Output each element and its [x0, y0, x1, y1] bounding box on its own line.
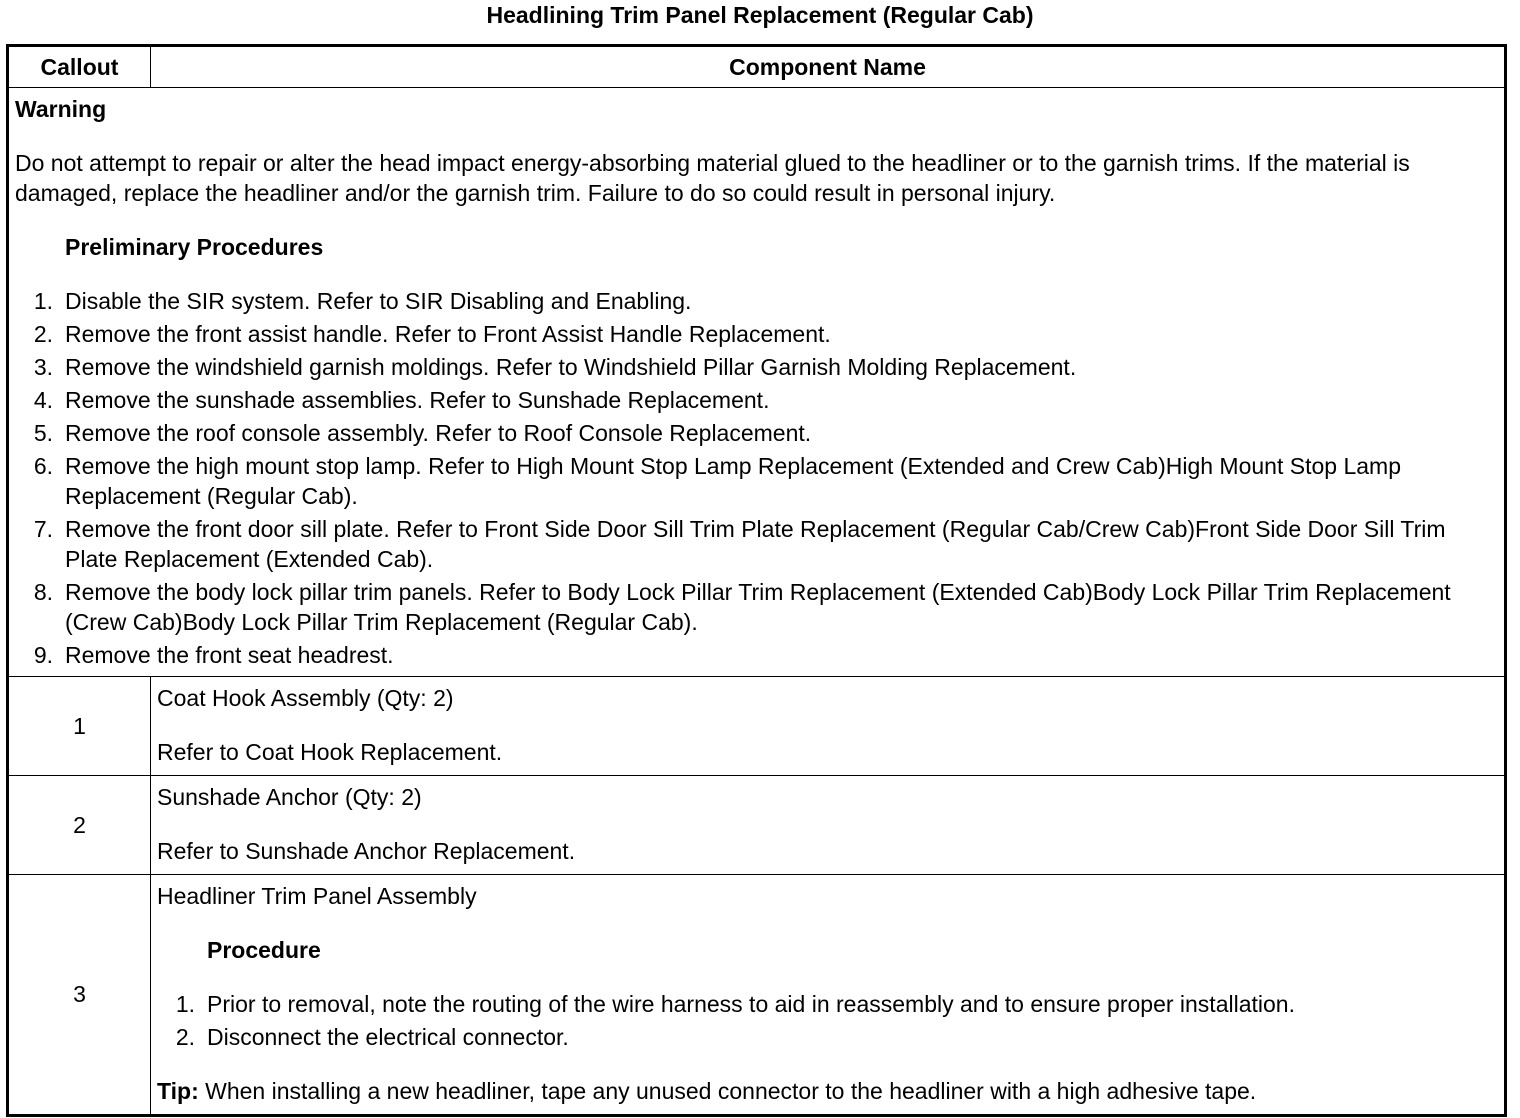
step-number: 2.	[33, 321, 53, 347]
step-number: 1.	[33, 288, 53, 314]
component-cell	[151, 875, 1506, 1116]
preliminary-steps	[15, 286, 1498, 670]
step-number: 4.	[33, 387, 53, 413]
warning-heading: Warning	[15, 96, 107, 122]
component-name: Sunshade Anchor (Qty: 2)	[157, 784, 422, 810]
list-item	[15, 385, 1498, 415]
step-number: 1.	[175, 991, 195, 1017]
step-number: 3.	[33, 354, 53, 380]
callout-number: 3	[8, 875, 151, 1116]
list-item	[15, 286, 1498, 316]
list-item	[15, 577, 1498, 637]
tip-label: Tip:	[157, 1078, 199, 1104]
step-text: Remove the windshield garnish moldings. Refer to Windshield Pillar Garnish Molding Replacement.	[65, 354, 1077, 380]
tip-text: When installing a new headliner, tape any unused connector to the headliner with a high adhesive tape.	[198, 1078, 1257, 1104]
component-cell	[151, 677, 1506, 776]
table-row	[8, 776, 1506, 875]
list-item	[15, 418, 1498, 448]
step-text: Remove the front door sill plate. Refer to Front Side Door Sill Trim Plate Replacement (Regular Cab/Crew Cab)Front Side Door Sill Trim Plate Replacement (Extended Cab).	[65, 516, 1446, 572]
component-name: Coat Hook Assembly (Qty: 2)	[157, 685, 454, 711]
step-text: Remove the body lock pillar trim panels. Refer to Body Lock Pillar Trim Replacement (Extended Cab)Body Lock Pillar Trim Replacement (Crew Cab)Body Lock Pillar Trim Replacement (Regular Cab).	[65, 579, 1451, 635]
component-table	[6, 44, 1507, 1117]
step-number: 5.	[33, 420, 53, 446]
list-item	[15, 352, 1498, 382]
component-cell	[151, 776, 1506, 875]
list-item	[15, 514, 1498, 574]
callout-number: 2	[8, 776, 151, 875]
list-item	[157, 1022, 1498, 1052]
preliminary-heading: Preliminary Procedures	[65, 234, 324, 260]
list-item	[15, 319, 1498, 349]
component-name-header: Component Name	[151, 46, 1506, 88]
step-number: 7.	[33, 516, 53, 542]
warning-cell	[8, 88, 1506, 677]
table-header-row	[8, 46, 1506, 88]
step-text: Prior to removal, note the routing of the wire harness to aid in reassembly and to ensure proper installation.	[207, 991, 1295, 1017]
step-text: Remove the sunshade assemblies. Refer to Sunshade Replacement.	[65, 387, 770, 413]
step-number: 8.	[33, 579, 53, 605]
step-text: Remove the front assist handle. Refer to Front Assist Handle Replacement.	[65, 321, 831, 347]
component-reference: Refer to Coat Hook Replacement.	[157, 739, 503, 765]
warning-text: Do not attempt to repair or alter the head impact energy-absorbing material glued to the headliner or to the garnish trims. If the material is damaged, replace the headliner and/or the garnish trim. Failure to do so could result in personal injury.	[15, 150, 1410, 206]
list-item	[15, 640, 1498, 670]
component-name: Headliner Trim Panel Assembly	[157, 883, 477, 909]
table-row	[8, 677, 1506, 776]
step-text: Disconnect the electrical connector.	[207, 1024, 569, 1050]
step-text: Remove the roof console assembly. Refer to Roof Console Replacement.	[65, 420, 812, 446]
callout-header: Callout	[8, 46, 151, 88]
step-text: Remove the front seat headrest.	[65, 642, 394, 668]
step-number: 6.	[33, 453, 53, 479]
callout-number: 1	[8, 677, 151, 776]
procedure-heading: Procedure	[207, 937, 321, 963]
tip-note	[157, 1076, 1498, 1106]
page-title: Headlining Trim Panel Replacement (Regular Cab)	[486, 2, 1034, 28]
step-text: Disable the SIR system. Refer to SIR Disabling and Enabling.	[65, 288, 692, 314]
list-item	[15, 451, 1498, 511]
warning-row	[8, 88, 1506, 677]
component-reference: Refer to Sunshade Anchor Replacement.	[157, 838, 576, 864]
step-text: Remove the high mount stop lamp. Refer to High Mount Stop Lamp Replacement (Extended and Crew Cab)High Mount Stop Lamp Replacement (Regular Cab).	[65, 453, 1401, 509]
step-number: 2.	[175, 1024, 195, 1050]
procedure-steps	[157, 989, 1498, 1052]
step-number: 9.	[33, 642, 53, 668]
list-item	[157, 989, 1498, 1019]
table-row	[8, 875, 1506, 1116]
